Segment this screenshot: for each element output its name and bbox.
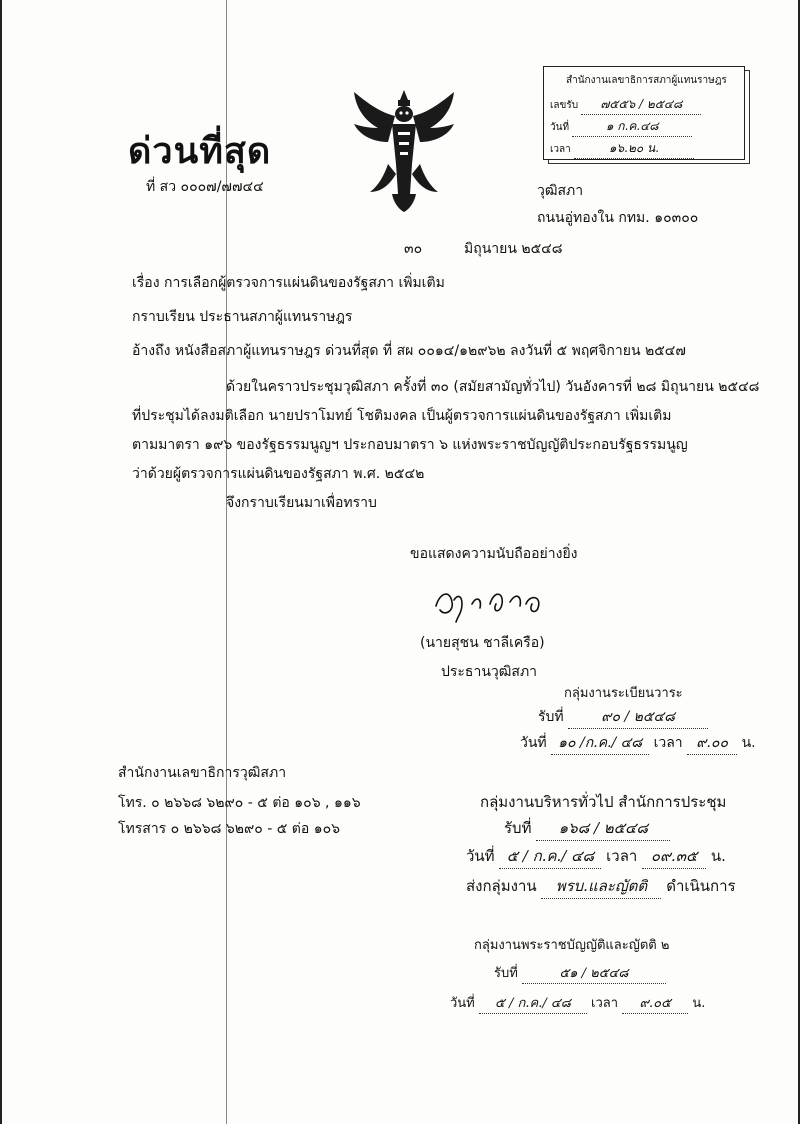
admin-date: [466, 844, 726, 869]
receipt-stamp: [543, 66, 745, 160]
admin-time-unit: น.: [710, 847, 726, 865]
receipt-stamp-number: [550, 95, 701, 115]
letter-date-day: ๓๐: [404, 241, 423, 257]
admin-received: [504, 816, 670, 841]
registry-received: [538, 706, 708, 729]
law-time-value: ๙.๐๕: [622, 992, 688, 1014]
page-left-edge: [0, 0, 2, 1124]
registry-received-label: รับที่: [538, 709, 564, 725]
admin-forward-label: ส่งกลุ่มงาน: [466, 877, 537, 895]
admin-stamp: [450, 790, 750, 910]
body-line-2: ที่ประชุมได้ลงมติเลือก นายปราโมทย์ โชติมงคล เป็นผู้ตรวจการแผ่นดินของรัฐสภา เพิ่มเติม: [132, 408, 672, 424]
registry-stamp: [520, 678, 760, 758]
sender-address: ถนนอู่ทองใน กทม. ๑๐๓๐๐: [537, 210, 699, 226]
law-date-value: ๕ / ก.ค./ ๔๘: [479, 992, 587, 1014]
signatory-position: ประธานวุฒิสภา: [441, 664, 538, 680]
law-stamp-group: กลุ่มงานพระราชบัญญัติและญัตติ ๒: [474, 938, 670, 953]
body-closing-info: จึงกราบเรียนมาเพื่อทราบ: [226, 495, 377, 511]
registry-date-value: ๑๐ /ก.ค./ ๔๘: [551, 732, 649, 755]
registry-received-value: ๙๐ / ๒๕๔๘: [568, 706, 708, 729]
receipt-time-label: เวลา: [550, 144, 571, 155]
law-received-value: ๕๑ / ๒๕๔๘: [522, 962, 666, 984]
receipt-no-value: ๗๕๕๖ / ๒๕๔๘: [581, 95, 701, 115]
body-line-1: ด้วยในคราวประชุมวุฒิสภา ครั้งที่ ๓๐ (สมัยสามัญทั่วไป) วันอังคารที่ ๒๘ มิถุนายน ๒๕๔๘: [226, 379, 760, 395]
law-date: [450, 992, 705, 1014]
signatory-name: (นายสุชน ชาลีเครือ): [420, 635, 545, 651]
closing-line: ขอแสดงความนับถืออย่างยิ่ง: [410, 546, 578, 562]
admin-received-label: รับที่: [504, 819, 532, 837]
receipt-stamp-time: [550, 139, 694, 159]
admin-date-label: วันที่: [466, 847, 495, 865]
law-stamp: [450, 934, 746, 1024]
law-time-label: เวลา: [591, 996, 619, 1011]
reference-line: อ้างถึง หนังสือสภาผู้แทนราษฎร ด่วนที่สุด ที่ สผ ๐๐๑๔/๑๒๙๖๒ ลงวันที่ ๕ พฤศจิกายน ๒๕๔๗: [132, 343, 686, 359]
garuda-emblem: [348, 86, 460, 218]
registry-stamp-group: กลุ่มงานระเบียนวาระ: [564, 686, 683, 701]
contact-office: สำนักงานเลขาธิการวุฒิสภา: [118, 765, 287, 781]
registry-time-unit: น.: [741, 735, 756, 751]
salutation-line: กราบเรียน ประธานสภาผู้แทนราษฎร: [132, 309, 353, 325]
law-date-label: วันที่: [450, 996, 475, 1011]
letter-date-month-year: มิถุนายน ๒๕๔๘: [464, 241, 563, 257]
receipt-date-value: ๑ ก.ค.๔๘: [572, 117, 692, 137]
admin-received-value: ๑๖๘ / ๒๕๔๘: [536, 816, 670, 841]
law-time-unit: น.: [692, 996, 706, 1011]
receipt-date-label: วันที่: [550, 122, 570, 133]
admin-time-value: ๐๙.๓๕: [642, 844, 706, 869]
registry-date-label: วันที่: [520, 735, 547, 751]
admin-date-value: ๕ / ก.ค./ ๔๘: [499, 844, 601, 869]
law-received-label: รับที่: [494, 966, 518, 981]
receipt-time-value: ๑๖.๒๐ น.: [574, 139, 694, 159]
subject-line: เรื่อง การเลือกผู้ตรวจการแผ่นดินของรัฐสภา เพิ่มเติม: [132, 275, 445, 291]
registry-date: [520, 732, 756, 755]
contact-fax: โทรสาร ๐ ๒๖๖๘ ๖๒๙๐ - ๕ ต่อ ๑๐๖: [118, 821, 341, 837]
contact-phone: โทร. ๐ ๒๖๖๘ ๖๒๙๐ - ๕ ต่อ ๑๐๖ , ๑๑๖: [118, 795, 361, 811]
body-line-3: ตามมาตรา ๑๙๖ ของรัฐธรรมนูญฯ ประกอบมาตรา ๖ แห่งพระราชบัญญัติประกอบรัฐธรรมนูญ: [132, 437, 688, 453]
receipt-no-label: เลขรับ: [550, 100, 579, 111]
document-number: ที่ สว ๐๐๐๗/๗๗๔๔: [146, 179, 264, 195]
registry-time-value: ๙.๐๐: [687, 732, 737, 755]
admin-stamp-group: กลุ่มงานบริหารทั่วไป สำนักการประชุม: [480, 793, 727, 811]
admin-forward-suffix: ดำเนินการ: [666, 877, 736, 895]
sender-org: วุฒิสภา: [537, 183, 584, 199]
urgent-heading: ด่วนที่สุด: [128, 130, 272, 172]
registry-time-label: เวลา: [653, 735, 683, 751]
receipt-stamp-office: สำนักงานเลขาธิการสภาผู้แทนราษฎร: [566, 75, 727, 86]
admin-time-label: เวลา: [606, 847, 638, 865]
admin-forward-value: พรบ.และญัตติ: [541, 874, 661, 899]
body-line-4: ว่าด้วยผู้ตรวจการแผ่นดินของรัฐสภา พ.ศ. ๒๕๔๒: [132, 466, 425, 482]
handwritten-signature: [432, 582, 552, 630]
receipt-stamp-date: [550, 117, 692, 137]
admin-forward: [466, 874, 736, 899]
law-received: [494, 962, 666, 984]
